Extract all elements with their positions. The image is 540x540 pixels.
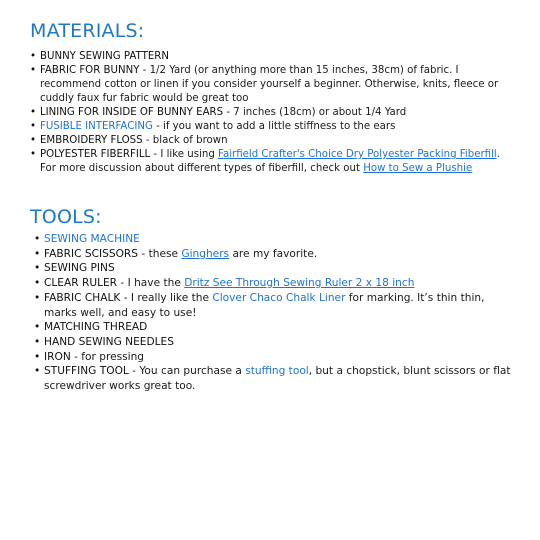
item-name: FABRIC CHALK — [44, 291, 121, 304]
materials-heading: MATERIALS: — [30, 20, 145, 42]
tools-list — [34, 232, 514, 394]
list-item — [34, 350, 514, 365]
item-description: - I like using — [150, 149, 219, 160]
item-description: - I really like the — [120, 291, 213, 304]
item-name: POLYESTER FIBERFILL — [40, 149, 151, 160]
fusible-interfacing-link[interactable]: FUSIBLE INTERFACING — [40, 121, 153, 132]
item-name: SEWING PINS — [44, 262, 115, 275]
list-item — [34, 247, 514, 262]
item-description: . For more discussion about different types of fiberfill, check out — [40, 149, 500, 174]
item-name: STUFFING TOOL — [44, 365, 129, 378]
list-item — [30, 148, 510, 176]
clover-chalk-link[interactable]: Clover Chaco Chalk Liner — [212, 291, 346, 304]
item-name: FABRIC FOR BUNNY — [40, 65, 140, 76]
list-item — [34, 291, 514, 320]
item-name: FABRIC SCISSORS — [44, 247, 139, 260]
item-description: - if you want to add a little stiffness to the ears — [152, 121, 396, 132]
fiberfill-product-link[interactable]: Fairfield Crafter's Choice Dry Polyester Packing Fiberfill — [218, 149, 497, 160]
materials-list — [30, 50, 510, 176]
item-name: IRON — [44, 350, 71, 363]
sewing-machine-link[interactable]: SEWING MACHINE — [44, 233, 140, 245]
item-name: LINING FOR INSIDE OF BUNNY EARS — [40, 107, 224, 118]
item-description: - black of brown — [142, 135, 228, 146]
list-item — [34, 335, 514, 350]
list-item — [34, 276, 514, 291]
item-description: , but a chopstick, blunt scissors or flat screwdriver works great too. — [44, 365, 511, 393]
list-item — [30, 134, 510, 148]
list-item — [34, 232, 514, 247]
list-item — [30, 50, 510, 64]
item-description: - I have the — [117, 277, 185, 290]
item-description: for marking. It’s thin thin, marks well, and easy to use! — [44, 291, 485, 319]
item-name: BUNNY SEWING PATTERN — [40, 51, 169, 62]
item-description: - 1/2 Yard (or anything more than 15 inches, 38cm) of fabric. I recommend cotton or linen if you consider yourself a beginner. Otherwise, knits, fleece or cuddly faux fur fabric would be great too — [40, 65, 499, 104]
ginghers-link[interactable]: Ginghers — [181, 247, 230, 260]
stuffing-tool-link[interactable]: stuffing tool — [245, 365, 309, 378]
tools-heading: TOOLS: — [30, 206, 102, 228]
item-description: - You can purchase a — [128, 365, 246, 378]
how-to-sew-plushie-link[interactable]: How to Sew a Plushie — [363, 163, 473, 174]
dritz-ruler-link[interactable]: Dritz See Through Sewing Ruler 2 x 18 inch — [184, 277, 415, 290]
item-description: - these — [138, 247, 182, 260]
item-description: are my favorite. — [229, 247, 318, 260]
item-name: MATCHING THREAD — [44, 321, 148, 334]
list-item — [34, 261, 514, 276]
item-description: - 7 inches (18cm) or about 1/4 Yard — [223, 107, 407, 118]
item-name: HAND SEWING NEEDLES — [44, 335, 174, 348]
list-item — [34, 364, 514, 393]
item-name: EMBROIDERY FLOSS — [40, 135, 143, 146]
list-item — [30, 64, 510, 106]
item-name: CLEAR RULER — [44, 277, 118, 290]
list-item — [34, 320, 514, 335]
item-description: - for pressing — [70, 350, 145, 363]
list-item — [30, 106, 510, 120]
list-item — [30, 120, 510, 134]
